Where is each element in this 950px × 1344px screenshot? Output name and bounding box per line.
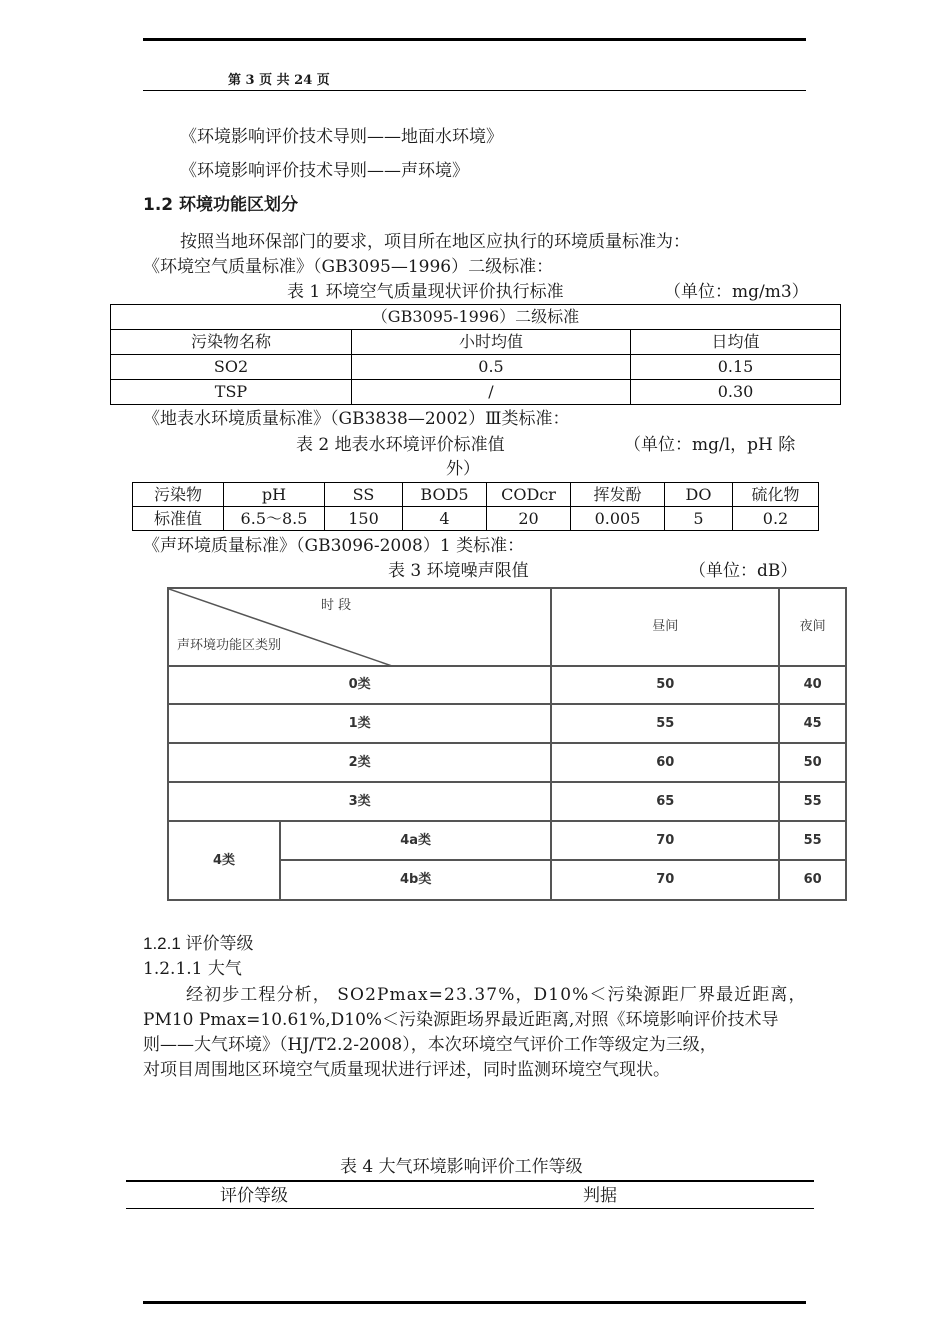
table1-cell: /: [352, 380, 631, 405]
table1-cell: 0.5: [352, 355, 631, 380]
table2-caption: 表 2 地表水环境评价标准值: [296, 435, 505, 455]
table-row: [133, 507, 819, 531]
table3-day: 50: [551, 666, 779, 704]
header-top-rule: [143, 38, 806, 41]
table2-header-cell: 污染物: [133, 483, 224, 507]
footer-rule: [143, 1301, 806, 1304]
table-row: [168, 666, 846, 704]
table2: [132, 482, 819, 531]
table2-cell: 0.2: [733, 507, 819, 531]
table1-header-cell: 日均值: [631, 330, 841, 355]
table-row: [168, 704, 846, 743]
table2-cell: 150: [325, 507, 403, 531]
table-row: [111, 355, 841, 380]
table3-group-4: 4类: [168, 821, 280, 900]
table4-header-rule: [126, 1208, 814, 1209]
table1-cell: TSP: [111, 380, 352, 405]
table2-header-cell: 硫化物: [733, 483, 819, 507]
table3-day: 60: [551, 743, 779, 782]
table4-top-rule: [126, 1180, 814, 1182]
table-row: [168, 821, 846, 860]
table4-caption: 表 4 大气环境影响评价工作等级: [340, 1157, 583, 1177]
page-info: 第 3 页 共 24 页: [228, 73, 330, 88]
col-night: 夜间: [779, 588, 846, 666]
table2-cell: 5: [665, 507, 733, 531]
intro-text: 按照当地环保部门的要求，项目所在地区应执行的环境质量标准为：: [180, 232, 690, 252]
table3-night: 40: [779, 666, 846, 704]
table3-class: 1类: [168, 704, 551, 743]
table1-cell: SO2: [111, 355, 352, 380]
reference-acoustic: 《环境影响评价技术导则——声环境》: [180, 161, 469, 181]
noise-standard-text: 《声环境质量标准》（GB3096-2008）1 类标准：: [143, 536, 525, 556]
table1-header-cell: 污染物名称: [111, 330, 352, 355]
table2-header-cell: pH: [224, 483, 325, 507]
paragraph-line: 对项目周围地区环境空气质量现状进行评述，同时监测环境空气现状。: [143, 1060, 670, 1080]
table3-class: 3类: [168, 782, 551, 821]
table4-header-criteria: 判据: [583, 1186, 617, 1206]
diag-bottom-label: 声环境功能区类别: [177, 638, 282, 653]
table-row: [111, 380, 841, 405]
table1-span-header: （GB3095-1996）二级标准: [111, 305, 841, 330]
table3-subclass: 4a类: [280, 821, 551, 860]
table3-night: 55: [779, 821, 846, 860]
table2-unit-line2: 外）: [446, 459, 480, 479]
table3-night: 60: [779, 860, 846, 900]
table3-day: 70: [551, 860, 779, 900]
table3-day: 70: [551, 821, 779, 860]
table4-header-grade: 评价等级: [220, 1186, 288, 1206]
table2-header-cell: DO: [665, 483, 733, 507]
reference-surface-water: 《环境影响评价技术导则——地面水环境》: [180, 127, 503, 147]
table3-class: 2类: [168, 743, 551, 782]
table3-class: 0类: [168, 666, 551, 704]
table3-night: 50: [779, 743, 846, 782]
table1-header-cell: 小时均值: [352, 330, 631, 355]
section-heading-1-2-1: 1.2.1 评价等级: [143, 934, 254, 953]
table1-cell: 0.30: [631, 380, 841, 405]
table3-night: 55: [779, 782, 846, 821]
table3-day: 65: [551, 782, 779, 821]
table3: [167, 587, 847, 901]
table2-cell: 0.005: [571, 507, 665, 531]
paragraph-line: 则——大气环境》（HJ/T2.2-2008），本次环境空气评价工作等级定为三级，: [143, 1035, 717, 1055]
col-day: 昼间: [551, 588, 779, 666]
water-standard-text: 《地表水环境质量标准》（GB3838—2002）Ⅲ类标准：: [143, 409, 570, 429]
table2-header-cell: SS: [325, 483, 403, 507]
section-heading-1-2-1-1: 1.2.1.1 大气: [143, 959, 242, 979]
table1-caption: 表 1 环境空气质量现状评价执行标准: [287, 282, 564, 302]
table2-header-cell: 挥发酚: [571, 483, 665, 507]
table2-cell: 4: [403, 507, 487, 531]
table1-cell: 0.15: [631, 355, 841, 380]
table-row: [168, 743, 846, 782]
table2-header-cell: CODcr: [487, 483, 571, 507]
diag-top-label: 时 段: [321, 598, 352, 613]
table3-unit: （单位：dB）: [689, 561, 798, 581]
table2-unit-line1: （单位：mg/l，pH 除: [624, 435, 796, 455]
table2-cell: 6.5～8.5: [224, 507, 325, 531]
air-standard-text: 《环境空气质量标准》（GB3095—1996）二级标准：: [143, 257, 554, 277]
table2-cell: 20: [487, 507, 571, 531]
table3-day: 55: [551, 704, 779, 743]
table-row: [168, 782, 846, 821]
table1: [110, 304, 841, 405]
table3-night: 45: [779, 704, 846, 743]
table1-unit: （单位：mg/m3）: [664, 282, 809, 302]
header-bottom-rule: [143, 90, 806, 91]
paragraph-line: PM10 Pmax=10.61%,D10%＜污染源距场界最近距离,对照《环境影响评价技术导: [143, 1010, 779, 1030]
table3-subclass: 4b类: [280, 860, 551, 900]
table3-caption: 表 3 环境噪声限值: [388, 561, 529, 581]
table2-header-cell: BOD5: [403, 483, 487, 507]
table2-cell: 标准值: [133, 507, 224, 531]
table3-diagonal-header: [168, 588, 551, 666]
paragraph-line: 经初步工程分析， SO2Pmax=23.37%，D10%＜污染源距厂界最近距离，: [186, 985, 807, 1005]
section-heading-1-2: 1.2 环境功能区划分: [143, 195, 299, 215]
